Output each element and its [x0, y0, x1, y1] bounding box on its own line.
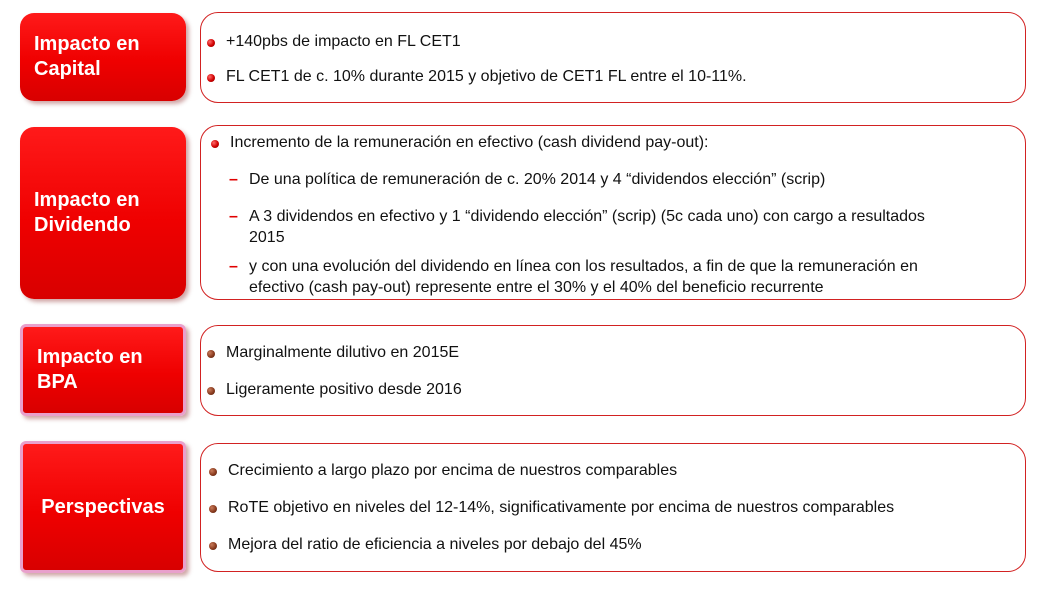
bullet-icon	[207, 74, 215, 82]
dash-icon: –	[229, 258, 238, 275]
label-capital-text: Impacto en Capital	[34, 33, 140, 80]
bullet-icon	[207, 39, 215, 47]
dividendo-bullet-1: Incremento de la remuneración en efectivo (cash dividend pay-out):	[230, 134, 709, 151]
bullet-icon	[209, 505, 217, 513]
bullet-icon	[209, 468, 217, 476]
capital-bullet-2: FL CET1 de c. 10% durante 2015 y objetivo de CET1 FL entre el 10-11%.	[226, 68, 747, 85]
dividendo-sub-3-cont: efectivo (cash pay-out) represente entre el 30% y el 40% del beneficio recurrente	[249, 279, 824, 296]
capital-bullet-1: +140pbs de impacto en FL CET1	[226, 33, 461, 50]
label-perspectivas	[20, 441, 186, 573]
content-bpa	[200, 325, 1026, 416]
dash-icon: –	[229, 171, 238, 188]
label-perspectivas-text: Perspectivas	[41, 495, 165, 518]
bullet-icon	[207, 387, 215, 395]
content-perspectivas	[200, 443, 1026, 572]
perspectivas-bullet-1: Crecimiento a largo plazo por encima de nuestros comparables	[228, 462, 678, 479]
label-bpa	[20, 324, 186, 416]
dash-icon: –	[229, 208, 238, 225]
content-capital	[200, 12, 1026, 103]
dividendo-sub-3: y con una evolución del dividendo en línea con los resultados, a fin de que la remuneración en	[249, 258, 918, 275]
perspectivas-bullet-3: Mejora del ratio de eficiencia a niveles por debajo del 45%	[228, 536, 642, 553]
dividendo-sub-2: A 3 dividendos en efectivo y 1 “dividendo elección” (scrip) (5c cada uno) con cargo a resultados	[249, 208, 925, 225]
content-dividendo	[200, 125, 1026, 300]
bullet-icon	[211, 140, 219, 148]
dividendo-sub-2-cont: 2015	[249, 229, 285, 246]
bullet-icon	[209, 542, 217, 550]
bullet-icon	[207, 350, 215, 358]
label-bpa-text: Impacto en BPA	[37, 346, 143, 393]
label-dividendo-text: Impacto en Dividendo	[34, 189, 140, 236]
label-capital	[20, 13, 186, 101]
bpa-bullet-2: Ligeramente positivo desde 2016	[226, 381, 462, 398]
perspectivas-bullet-2: RoTE objetivo en niveles del 12-14%, significativamente por encima de nuestros comparables	[228, 499, 895, 516]
bpa-bullet-1: Marginalmente dilutivo en 2015E	[226, 344, 460, 361]
label-dividendo	[20, 127, 186, 299]
dividendo-sub-1: De una política de remuneración de c. 20% 2014 y 4 “dividendos elección” (scrip)	[249, 171, 826, 188]
